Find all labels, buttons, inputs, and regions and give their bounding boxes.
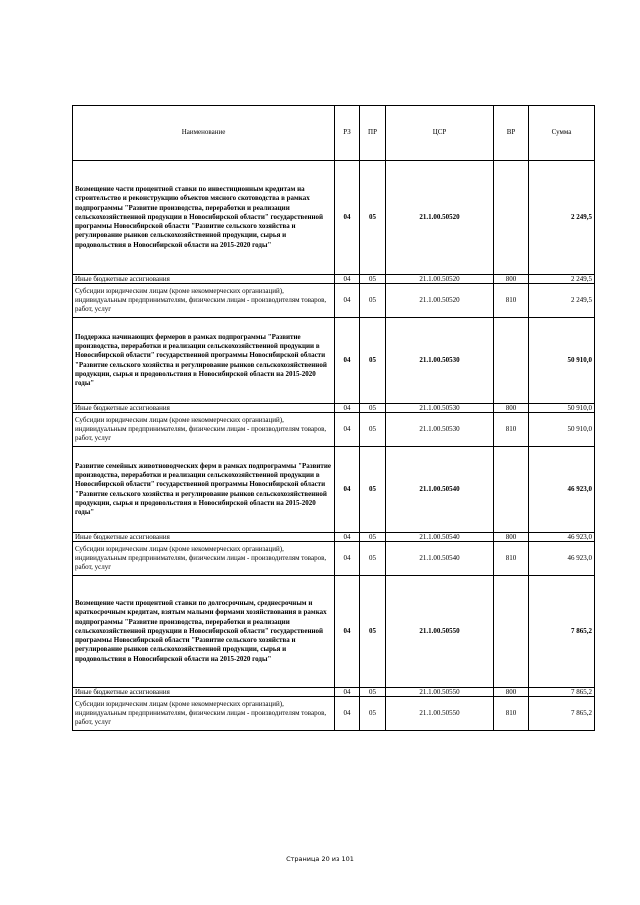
cell-name: Иные бюджетные ассигнования: [73, 688, 335, 697]
cell-name: Субсидии юридическим лицам (кроме некоммерческих организаций), индивидуальным предпринимателям, физическим лицам - производителям товаров, работ, услуг: [73, 542, 335, 576]
cell-vr: 810: [494, 284, 529, 318]
cell-rz: 04: [335, 447, 360, 533]
col-header-rz: РЗ: [335, 106, 360, 161]
cell-sum: 7 865,2: [529, 688, 595, 697]
cell-pr: 05: [360, 447, 386, 533]
cell-rz: 04: [335, 533, 360, 542]
cell-vr: 800: [494, 275, 529, 284]
cell-csr: 21.1.00.50530: [386, 413, 494, 447]
cell-vr: [494, 161, 529, 275]
cell-pr: 05: [360, 161, 386, 275]
cell-sum: 2 249,5: [529, 284, 595, 318]
col-header-pr: ПР: [360, 106, 386, 161]
col-header-name: Наименование: [73, 106, 335, 161]
table-row: [73, 275, 595, 284]
cell-name: Возмещение части процентной ставки по инвестиционным кредитам на строительство и реконструкцию объектов мясного скотоводства в рамках подпрограммы "Развитие производства, переработки и реализации сельскохозяйственной продукции в Новосибирской области" государственной программы Новосибирской области "Развитие сельского хозяйства и регулирование рынков сельскохозяйственной продукции, сырья и продовольствия в Новосибирской области на 2015-2020 годы": [73, 161, 335, 275]
col-header-vr: ВР: [494, 106, 529, 161]
cell-rz: 04: [335, 275, 360, 284]
cell-sum: 7 865,2: [529, 697, 595, 731]
cell-name: Иные бюджетные ассигнования: [73, 404, 335, 413]
cell-csr: 21.1.00.50540: [386, 533, 494, 542]
cell-csr: 21.1.00.50550: [386, 697, 494, 731]
cell-rz: 04: [335, 161, 360, 275]
cell-csr: 21.1.00.50540: [386, 542, 494, 576]
cell-pr: 05: [360, 533, 386, 542]
table-header-row: [73, 106, 595, 161]
cell-rz: 04: [335, 697, 360, 731]
cell-csr: 21.1.00.50550: [386, 688, 494, 697]
cell-vr: 800: [494, 404, 529, 413]
table-row: [73, 697, 595, 731]
cell-csr: 21.1.00.50520: [386, 161, 494, 275]
cell-pr: 05: [360, 318, 386, 404]
cell-sum: 2 249,5: [529, 275, 595, 284]
cell-csr: 21.1.00.50520: [386, 284, 494, 318]
table-row: [73, 688, 595, 697]
cell-name: Развитие семейных животноводческих ферм в рамках подпрограммы "Развитие производства, переработки и реализации сельскохозяйственной продукции в Новосибирской области" государственной программы Новосибирской области "Развитие сельского хозяйства и регулирование рынков сельскохозяйственной продукции, сырья и продовольствия в Новосибирской области на 2015-2020 годы": [73, 447, 335, 533]
cell-csr: 21.1.00.50550: [386, 576, 494, 688]
cell-sum: 2 249,5: [529, 161, 595, 275]
cell-vr: [494, 576, 529, 688]
cell-sum: 46 923,0: [529, 533, 595, 542]
table-row: [73, 404, 595, 413]
budget-table: [72, 105, 595, 731]
cell-name: Поддержка начинающих фермеров в рамках подпрограммы "Развитие производства, переработки и реализации сельскохозяйственной продукции в Новосибирской области" государственной программы Новосибирской области "Развитие сельского хозяйства и регулирование рынков сельскохозяйственной продукции, сырья и продовольствия в Новосибирской области на 2015-2020 годы": [73, 318, 335, 404]
cell-csr: 21.1.00.50520: [386, 275, 494, 284]
cell-rz: 04: [335, 284, 360, 318]
cell-pr: 05: [360, 275, 386, 284]
cell-name: Иные бюджетные ассигнования: [73, 275, 335, 284]
cell-name: Субсидии юридическим лицам (кроме некоммерческих организаций), индивидуальным предпринимателям, физическим лицам - производителям товаров, работ, услуг: [73, 413, 335, 447]
cell-vr: [494, 447, 529, 533]
cell-vr: 800: [494, 688, 529, 697]
cell-csr: 21.1.00.50530: [386, 404, 494, 413]
cell-vr: 800: [494, 533, 529, 542]
cell-sum: 46 923,0: [529, 447, 595, 533]
table-row-program: [73, 318, 595, 404]
cell-vr: 810: [494, 413, 529, 447]
cell-csr: 21.1.00.50540: [386, 447, 494, 533]
cell-pr: 05: [360, 576, 386, 688]
table-row: [73, 284, 595, 318]
cell-vr: 810: [494, 697, 529, 731]
cell-sum: 50 910,0: [529, 404, 595, 413]
cell-sum: 50 910,0: [529, 413, 595, 447]
table-row-program: [73, 161, 595, 275]
table-row: [73, 542, 595, 576]
table-row-program: [73, 576, 595, 688]
cell-rz: 04: [335, 404, 360, 413]
cell-pr: 05: [360, 697, 386, 731]
cell-vr: 810: [494, 542, 529, 576]
cell-rz: 04: [335, 542, 360, 576]
cell-rz: 04: [335, 413, 360, 447]
cell-csr: 21.1.00.50530: [386, 318, 494, 404]
cell-name: Возмещение части процентной ставки по долгосрочным, среднесрочным и краткосрочным кредитам, взятым малыми формами хозяйствования в рамках подпрограммы "Развитие производства, переработки и реализации сельскохозяйственной продукции в Новосибирской области" государственной программы Новосибирской области "Развитие сельского хозяйства и регулирование рынков сельскохозяйственной продукции, сырья и продовольствия в Новосибирской области на 2015-2020 годы": [73, 576, 335, 688]
col-header-sum: Сумма: [529, 106, 595, 161]
cell-name: Субсидии юридическим лицам (кроме некоммерческих организаций), индивидуальным предпринимателям, физическим лицам - производителям товаров, работ, услуг: [73, 697, 335, 731]
table-row: [73, 413, 595, 447]
cell-sum: 46 923,0: [529, 542, 595, 576]
cell-rz: 04: [335, 688, 360, 697]
cell-rz: 04: [335, 576, 360, 688]
cell-pr: 05: [360, 688, 386, 697]
cell-sum: 50 910,0: [529, 318, 595, 404]
page-number: Страница 20 из 101: [286, 855, 354, 863]
table-row-program: [73, 447, 595, 533]
cell-name: Иные бюджетные ассигнования: [73, 533, 335, 542]
cell-pr: 05: [360, 542, 386, 576]
cell-vr: [494, 318, 529, 404]
table-row: [73, 533, 595, 542]
cell-sum: 7 865,2: [529, 576, 595, 688]
cell-pr: 05: [360, 404, 386, 413]
cell-pr: 05: [360, 413, 386, 447]
col-header-csr: ЦСР: [386, 106, 494, 161]
cell-name: Субсидии юридическим лицам (кроме некоммерческих организаций), индивидуальным предпринимателям, физическим лицам - производителям товаров, работ, услуг: [73, 284, 335, 318]
cell-pr: 05: [360, 284, 386, 318]
cell-rz: 04: [335, 318, 360, 404]
